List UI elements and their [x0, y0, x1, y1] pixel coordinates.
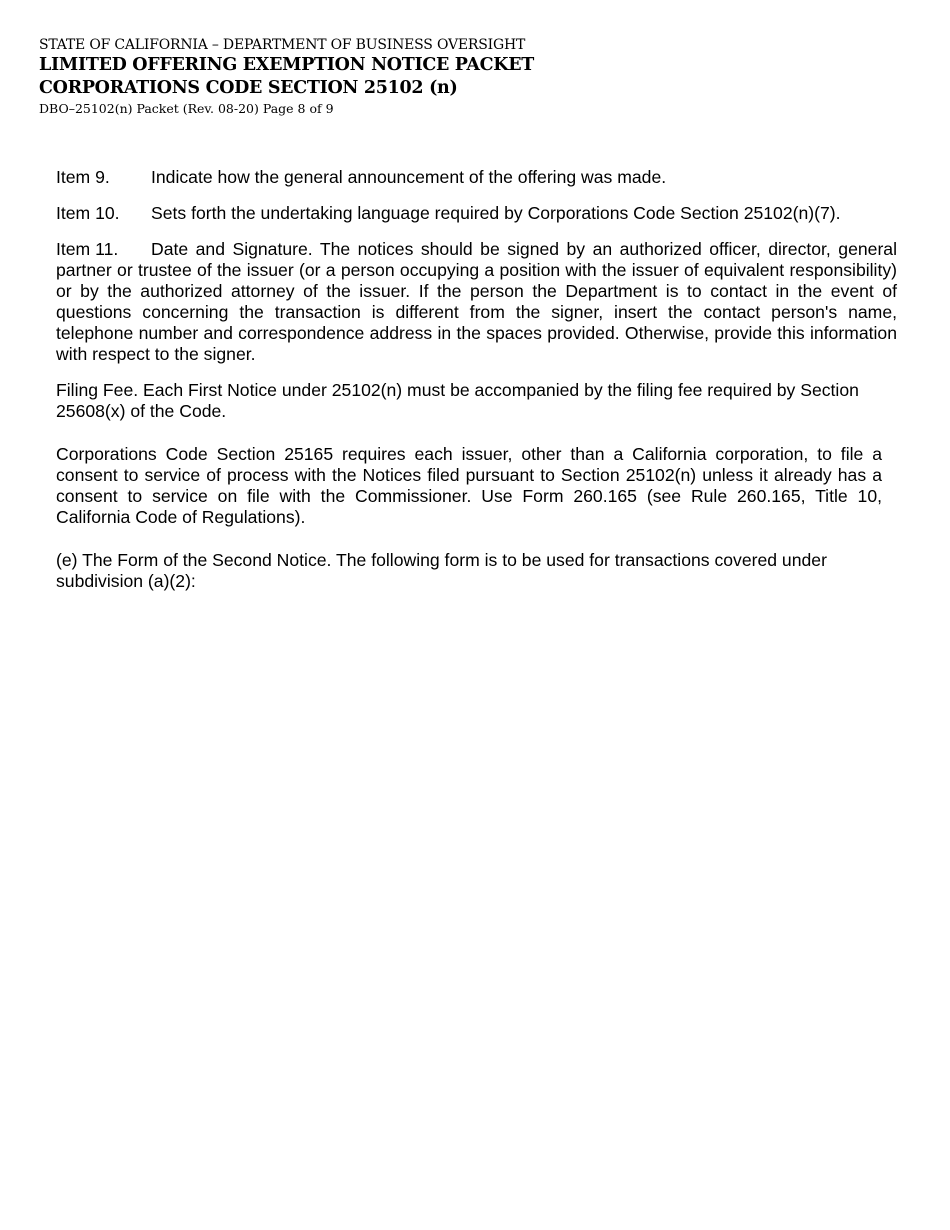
item-9-text: Indicate how the general announcement of the offering was made. — [151, 167, 667, 187]
consent-to-service-paragraph: Corporations Code Section 25165 requires each issuer, other than a California corporation, to file a consent to service of process with the Notices filed pursuant to Section 25102(n) unless it already has a consent to service on file with the Commissioner. Use Form 260.165 (see Rule 260.165, Title 10, California Code of Regulations). — [56, 444, 882, 527]
item-10 — [56, 203, 897, 224]
filing-fee-paragraph: Filing Fee. Each First Notice under 25102(n) must be accompanied by the filing fee required by Section 25608(x) of the Code. — [56, 380, 859, 421]
agency-line: STATE OF CALIFORNIA – DEPARTMENT OF BUSINESS OVERSIGHT — [39, 37, 526, 53]
item-9-label: Item 9. — [56, 167, 110, 187]
form-reference: DBO–25102(n) Packet (Rev. 08-20) Page 8 of 9 — [39, 101, 334, 116]
document-title-line-1: LIMITED OFFERING EXEMPTION NOTICE PACKET — [39, 55, 534, 75]
item-9 — [56, 167, 897, 188]
item-11-text: Date and Signature. The notices should be signed by an authorized officer, director, general partner or trustee of the issuer (or a person occupying a position with the issuer of equivalent responsibility) or by the authorized attorney of the issuer. If the person the Department is to contact in the event of questions concerning the transaction is different from the signer, insert the contact person's name, telephone number and correspondence address in the spaces provided. Otherwise, provide this information with respect to the signer. — [56, 239, 897, 364]
item-11-label: Item 11. — [56, 239, 119, 259]
item-10-text: Sets forth the undertaking language required by Corporations Code Section 25102(n)(7). — [151, 203, 841, 223]
document-body — [56, 167, 897, 614]
page-header — [39, 36, 739, 117]
item-11 — [56, 239, 897, 365]
item-10-label: Item 10. — [56, 203, 120, 223]
document-title-line-2: CORPORATIONS CODE SECTION 25102 (n) — [39, 78, 458, 98]
second-notice-paragraph: (e) The Form of the Second Notice. The following form is to be used for transactions covered under subdivision (a)(2): — [56, 550, 827, 591]
